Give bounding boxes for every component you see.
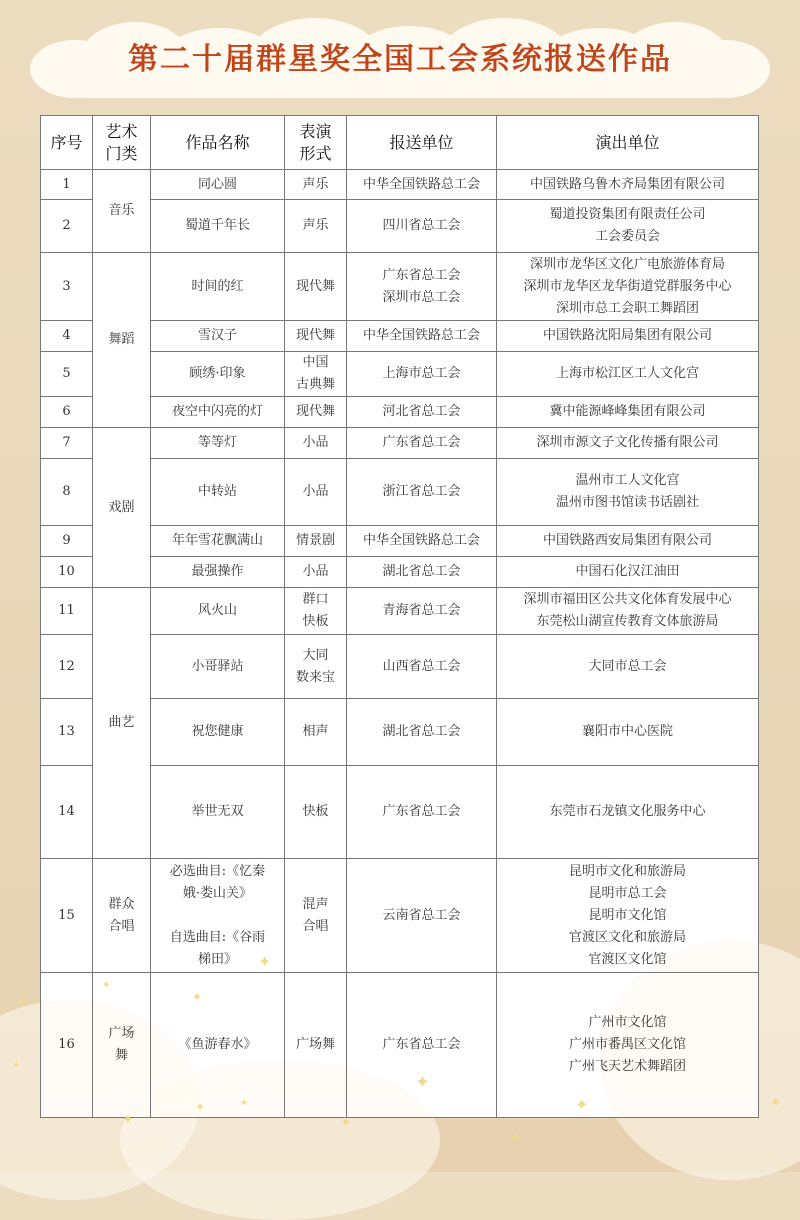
performing-unit: 中国铁路西安局集团有限公司 [497, 526, 759, 557]
star-icon: ✦ [415, 1072, 431, 1093]
table-row [41, 973, 759, 1118]
performance-form: 中国 古典舞 [285, 352, 347, 397]
performance-form: 快板 [285, 766, 347, 859]
performing-unit: 中国铁路沈阳局集团有限公司 [497, 321, 759, 352]
submitting-unit: 湖北省总工会 [347, 699, 497, 766]
category-cell: 群众 合唱 [93, 859, 151, 973]
performing-unit: 深圳市福田区公共文化体育发展中心 东莞松山湖宣传教育文体旅游局 [497, 588, 759, 635]
performance-form: 情景剧 [285, 526, 347, 557]
work-name: 时间的红 [151, 253, 285, 321]
performance-form: 声乐 [285, 200, 347, 253]
performing-unit: 深圳市源文子文化传播有限公司 [497, 428, 759, 459]
work-name: 年年雪花飘满山 [151, 526, 285, 557]
performance-form: 现代舞 [285, 321, 347, 352]
submitting-unit: 山西省总工会 [347, 635, 497, 699]
performance-form: 现代舞 [285, 253, 347, 321]
category-cell: 戏剧 [93, 428, 151, 588]
performing-unit: 昆明市文化和旅游局 昆明市总工会 昆明市文化馆 官渡区文化和旅游局 官渡区文化馆 [497, 859, 759, 973]
submitting-unit: 湖北省总工会 [347, 557, 497, 588]
header-submitter: 报送单位 [347, 116, 497, 170]
performing-unit: 蜀道投资集团有限责任公司 工会委员会 [497, 200, 759, 253]
performing-unit: 广州市文化馆 广州市番禺区文化馆 广州飞天艺术舞蹈团 [497, 973, 759, 1118]
star-icon: ✦ [575, 1095, 589, 1114]
header-form: 表演 形式 [285, 116, 347, 170]
row-no: 2 [41, 200, 93, 253]
submitting-unit: 中华全国铁路总工会 [347, 170, 497, 200]
header-category: 艺术 门类 [93, 116, 151, 170]
row-no: 10 [41, 557, 93, 588]
row-no: 1 [41, 170, 93, 200]
work-name: 夜空中闪亮的灯 [151, 397, 285, 428]
performing-unit: 上海市松江区工人文化宫 [497, 352, 759, 397]
category-cell: 音乐 [93, 170, 151, 253]
submitting-unit: 中华全国铁路总工会 [347, 526, 497, 557]
row-no: 4 [41, 321, 93, 352]
performing-unit: 中国铁路乌鲁木齐局集团有限公司 [497, 170, 759, 200]
star-icon: ✦ [340, 1115, 352, 1131]
submitting-unit: 中华全国铁路总工会 [347, 321, 497, 352]
work-name: 最强操作 [151, 557, 285, 588]
performance-form: 广场舞 [285, 973, 347, 1118]
table-row [41, 253, 759, 321]
star-icon: ✦ [240, 1098, 249, 1109]
row-no: 12 [41, 635, 93, 699]
row-no: 7 [41, 428, 93, 459]
work-name: 同心圆 [151, 170, 285, 200]
performance-form: 大同 数来宝 [285, 635, 347, 699]
page-title: 第二十届群星奖全国工会系统报送作品 [128, 42, 672, 77]
performance-form: 小品 [285, 428, 347, 459]
work-name: 等等灯 [151, 428, 285, 459]
submitting-unit: 上海市总工会 [347, 352, 497, 397]
submitting-unit: 青海省总工会 [347, 588, 497, 635]
submitting-unit: 河北省总工会 [347, 397, 497, 428]
work-name: 风火山 [151, 588, 285, 635]
performance-form: 现代舞 [285, 397, 347, 428]
submitting-unit: 广东省总工会 深圳市总工会 [347, 253, 497, 321]
work-name: 必选曲目:《忆秦 娥·娄山关》 自选曲目:《谷雨 梯田》 [151, 859, 285, 973]
category-cell: 曲艺 [93, 588, 151, 859]
category-cell: 广场 舞 [93, 973, 151, 1118]
table-row [41, 428, 759, 459]
star-icon: ✦ [12, 1060, 21, 1071]
performance-form: 群口 快板 [285, 588, 347, 635]
row-no: 6 [41, 397, 93, 428]
work-name: 中转站 [151, 459, 285, 526]
submitting-unit: 广东省总工会 [347, 973, 497, 1118]
performing-unit: 深圳市龙华区文化广电旅游体育局 深圳市龙华区龙华街道党群服务中心 深圳市总工会职工舞蹈团 [497, 253, 759, 321]
work-name: 《鱼游春水》 [151, 973, 285, 1118]
submitting-unit: 浙江省总工会 [347, 459, 497, 526]
star-icon: ✦ [770, 1095, 782, 1111]
work-name: 蜀道千年长 [151, 200, 285, 253]
work-name: 祝您健康 [151, 699, 285, 766]
submitting-unit: 四川省总工会 [347, 200, 497, 253]
header-performer: 演出单位 [497, 116, 759, 170]
star-icon: ✦ [510, 1130, 522, 1146]
performing-unit: 中国石化汉江油田 [497, 557, 759, 588]
star-icon: ✦ [102, 980, 111, 991]
submitting-unit: 云南省总工会 [347, 859, 497, 973]
performing-unit: 温州市工人文化宫 温州市图书馆读书话剧社 [497, 459, 759, 526]
table-header-row [41, 116, 759, 170]
header-work: 作品名称 [151, 116, 285, 170]
performing-unit: 冀中能源峰峰集团有限公司 [497, 397, 759, 428]
row-no: 16 [41, 973, 93, 1118]
submitting-unit: 广东省总工会 [347, 766, 497, 859]
work-name: 顾绣·印象 [151, 352, 285, 397]
star-icon: ✦ [18, 995, 29, 1009]
row-no: 9 [41, 526, 93, 557]
row-no: 5 [41, 352, 93, 397]
work-name: 举世无双 [151, 766, 285, 859]
table-row [41, 170, 759, 200]
submitting-unit: 广东省总工会 [347, 428, 497, 459]
work-name: 雪汉子 [151, 321, 285, 352]
star-icon: ✦ [192, 990, 203, 1004]
performance-form: 小品 [285, 557, 347, 588]
star-icon: ✦ [122, 1112, 134, 1128]
performance-form: 小品 [285, 459, 347, 526]
performance-form: 相声 [285, 699, 347, 766]
works-table [40, 115, 759, 1118]
category-cell: 舞蹈 [93, 253, 151, 428]
performing-unit: 大同市总工会 [497, 635, 759, 699]
work-name: 小哥驿站 [151, 635, 285, 699]
performing-unit: 东莞市石龙镇文化服务中心 [497, 766, 759, 859]
performance-form: 混声 合唱 [285, 859, 347, 973]
row-no: 13 [41, 699, 93, 766]
row-no: 15 [41, 859, 93, 973]
row-no: 11 [41, 588, 93, 635]
star-icon: ✦ [258, 952, 272, 971]
performing-unit: 襄阳市中心医院 [497, 699, 759, 766]
table-row [41, 859, 759, 973]
star-icon: ✦ [195, 1100, 206, 1114]
table-row [41, 588, 759, 635]
header-no: 序号 [41, 116, 93, 170]
row-no: 14 [41, 766, 93, 859]
row-no: 3 [41, 253, 93, 321]
performance-form: 声乐 [285, 170, 347, 200]
row-no: 8 [41, 459, 93, 526]
